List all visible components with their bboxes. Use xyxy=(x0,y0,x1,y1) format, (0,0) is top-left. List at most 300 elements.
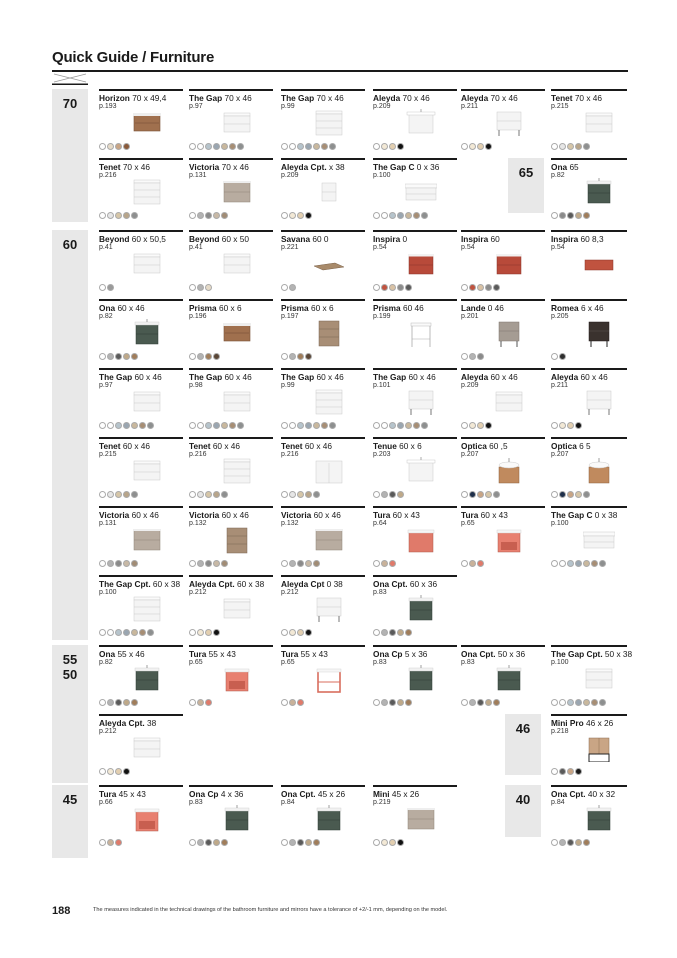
finish-swatch[interactable] xyxy=(389,699,396,706)
finish-swatch[interactable] xyxy=(575,699,582,706)
product-card[interactable] xyxy=(551,230,633,296)
finish-swatch[interactable] xyxy=(237,422,244,429)
finish-swatch[interactable] xyxy=(297,143,304,150)
product-card[interactable] xyxy=(551,368,633,434)
finish-swatch[interactable] xyxy=(485,699,492,706)
finish-swatch[interactable] xyxy=(289,839,296,846)
finish-swatch[interactable] xyxy=(189,422,196,429)
finish-swatch[interactable] xyxy=(107,629,114,636)
product-card[interactable] xyxy=(373,506,455,572)
finish-swatch[interactable] xyxy=(99,284,106,291)
finish-swatch[interactable] xyxy=(197,353,204,360)
finish-swatch[interactable] xyxy=(397,699,404,706)
product-card[interactable] xyxy=(99,645,181,711)
finish-swatch[interactable] xyxy=(131,560,138,567)
product-card[interactable] xyxy=(281,158,363,224)
finish-swatch[interactable] xyxy=(381,839,388,846)
finish-swatch[interactable] xyxy=(213,839,220,846)
finish-swatch[interactable] xyxy=(329,143,336,150)
finish-swatch[interactable] xyxy=(205,699,212,706)
finish-swatch[interactable] xyxy=(567,699,574,706)
finish-swatch[interactable] xyxy=(197,422,204,429)
product-page-ref[interactable]: p.218 xyxy=(551,728,569,735)
product-page-ref[interactable]: p.54 xyxy=(461,244,475,251)
product-page-ref[interactable]: p.82 xyxy=(99,313,113,320)
finish-swatch[interactable] xyxy=(139,629,146,636)
finish-swatch[interactable] xyxy=(583,839,590,846)
finish-swatch[interactable] xyxy=(305,353,312,360)
finish-swatch[interactable] xyxy=(297,212,304,219)
product-card[interactable] xyxy=(281,575,363,641)
product-card[interactable] xyxy=(373,368,455,434)
finish-swatch[interactable] xyxy=(389,491,396,498)
finish-swatch[interactable] xyxy=(281,629,288,636)
finish-swatch[interactable] xyxy=(305,212,312,219)
product-page-ref[interactable]: p.132 xyxy=(281,520,299,527)
finish-swatch[interactable] xyxy=(493,699,500,706)
finish-swatch[interactable] xyxy=(99,143,106,150)
product-card[interactable] xyxy=(99,158,181,224)
finish-swatch[interactable] xyxy=(147,629,154,636)
product-page-ref[interactable]: p.207 xyxy=(461,451,479,458)
finish-swatch[interactable] xyxy=(281,699,288,706)
finish-swatch[interactable] xyxy=(189,143,196,150)
finish-swatch[interactable] xyxy=(329,422,336,429)
finish-swatch[interactable] xyxy=(115,491,122,498)
product-page-ref[interactable]: p.65 xyxy=(461,520,475,527)
finish-swatch[interactable] xyxy=(405,212,412,219)
product-card[interactable] xyxy=(373,89,455,155)
product-page-ref[interactable]: p.98 xyxy=(189,382,203,389)
finish-swatch[interactable] xyxy=(281,560,288,567)
finish-swatch[interactable] xyxy=(107,699,114,706)
product-card[interactable] xyxy=(99,785,181,851)
finish-swatch[interactable] xyxy=(313,491,320,498)
finish-swatch[interactable] xyxy=(485,284,492,291)
product-page-ref[interactable]: p.97 xyxy=(99,382,113,389)
finish-swatch[interactable] xyxy=(469,560,476,567)
finish-swatch[interactable] xyxy=(389,143,396,150)
finish-swatch[interactable] xyxy=(281,422,288,429)
finish-swatch[interactable] xyxy=(115,212,122,219)
product-card[interactable] xyxy=(281,368,363,434)
finish-swatch[interactable] xyxy=(389,212,396,219)
finish-swatch[interactable] xyxy=(477,560,484,567)
finish-swatch[interactable] xyxy=(405,699,412,706)
product-page-ref[interactable]: p.83 xyxy=(373,589,387,596)
product-card[interactable] xyxy=(551,158,633,224)
finish-swatch[interactable] xyxy=(313,839,320,846)
product-card[interactable] xyxy=(461,437,543,503)
product-card[interactable] xyxy=(461,89,543,155)
product-page-ref[interactable]: p.212 xyxy=(281,589,299,596)
finish-swatch[interactable] xyxy=(99,768,106,775)
finish-swatch[interactable] xyxy=(405,629,412,636)
product-page-ref[interactable]: p.84 xyxy=(281,799,295,806)
finish-swatch[interactable] xyxy=(197,560,204,567)
product-page-ref[interactable]: p.199 xyxy=(373,313,391,320)
product-card[interactable] xyxy=(373,645,455,711)
product-card[interactable] xyxy=(551,437,633,503)
finish-swatch[interactable] xyxy=(405,284,412,291)
finish-swatch[interactable] xyxy=(289,284,296,291)
finish-swatch[interactable] xyxy=(123,143,130,150)
finish-swatch[interactable] xyxy=(551,768,558,775)
finish-swatch[interactable] xyxy=(221,212,228,219)
product-card[interactable] xyxy=(461,368,543,434)
finish-swatch[interactable] xyxy=(397,839,404,846)
product-card[interactable] xyxy=(551,506,633,572)
product-card[interactable] xyxy=(189,368,271,434)
finish-swatch[interactable] xyxy=(575,560,582,567)
product-page-ref[interactable]: p.100 xyxy=(551,659,569,666)
finish-swatch[interactable] xyxy=(493,284,500,291)
product-page-ref[interactable]: p.209 xyxy=(461,382,479,389)
product-page-ref[interactable]: p.209 xyxy=(281,172,299,179)
product-page-ref[interactable]: p.99 xyxy=(281,103,295,110)
finish-swatch[interactable] xyxy=(477,491,484,498)
finish-swatch[interactable] xyxy=(115,699,122,706)
product-page-ref[interactable]: p.97 xyxy=(189,103,203,110)
finish-swatch[interactable] xyxy=(131,491,138,498)
product-card[interactable] xyxy=(551,89,633,155)
finish-swatch[interactable] xyxy=(205,491,212,498)
finish-swatch[interactable] xyxy=(281,353,288,360)
product-page-ref[interactable]: p.64 xyxy=(373,520,387,527)
finish-swatch[interactable] xyxy=(213,212,220,219)
finish-swatch[interactable] xyxy=(115,353,122,360)
finish-swatch[interactable] xyxy=(289,560,296,567)
finish-swatch[interactable] xyxy=(469,353,476,360)
finish-swatch[interactable] xyxy=(123,212,130,219)
finish-swatch[interactable] xyxy=(99,629,106,636)
finish-swatch[interactable] xyxy=(229,143,236,150)
finish-swatch[interactable] xyxy=(139,422,146,429)
finish-swatch[interactable] xyxy=(213,491,220,498)
finish-swatch[interactable] xyxy=(305,839,312,846)
finish-swatch[interactable] xyxy=(197,699,204,706)
finish-swatch[interactable] xyxy=(381,560,388,567)
finish-swatch[interactable] xyxy=(305,491,312,498)
finish-swatch[interactable] xyxy=(397,629,404,636)
finish-swatch[interactable] xyxy=(559,699,566,706)
finish-swatch[interactable] xyxy=(575,491,582,498)
product-page-ref[interactable]: p.100 xyxy=(373,172,391,179)
product-card[interactable] xyxy=(99,714,181,780)
finish-swatch[interactable] xyxy=(115,629,122,636)
finish-swatch[interactable] xyxy=(197,284,204,291)
product-card[interactable] xyxy=(461,299,543,365)
finish-swatch[interactable] xyxy=(107,839,114,846)
finish-swatch[interactable] xyxy=(107,768,114,775)
finish-swatch[interactable] xyxy=(197,629,204,636)
finish-swatch[interactable] xyxy=(197,839,204,846)
product-card[interactable] xyxy=(551,785,633,851)
product-page-ref[interactable]: p.197 xyxy=(281,313,299,320)
finish-swatch[interactable] xyxy=(381,212,388,219)
product-card[interactable] xyxy=(551,299,633,365)
finish-swatch[interactable] xyxy=(469,699,476,706)
finish-swatch[interactable] xyxy=(583,212,590,219)
finish-swatch[interactable] xyxy=(297,422,304,429)
product-card[interactable] xyxy=(189,437,271,503)
finish-swatch[interactable] xyxy=(567,768,574,775)
finish-swatch[interactable] xyxy=(477,699,484,706)
finish-swatch[interactable] xyxy=(205,560,212,567)
finish-swatch[interactable] xyxy=(373,212,380,219)
finish-swatch[interactable] xyxy=(305,143,312,150)
product-page-ref[interactable]: p.207 xyxy=(551,451,569,458)
finish-swatch[interactable] xyxy=(189,353,196,360)
finish-swatch[interactable] xyxy=(123,768,130,775)
finish-swatch[interactable] xyxy=(189,629,196,636)
finish-swatch[interactable] xyxy=(205,353,212,360)
finish-swatch[interactable] xyxy=(485,143,492,150)
finish-swatch[interactable] xyxy=(99,422,106,429)
finish-swatch[interactable] xyxy=(297,560,304,567)
product-page-ref[interactable]: p.216 xyxy=(189,451,207,458)
finish-swatch[interactable] xyxy=(281,143,288,150)
finish-swatch[interactable] xyxy=(477,143,484,150)
finish-swatch[interactable] xyxy=(421,422,428,429)
finish-swatch[interactable] xyxy=(213,560,220,567)
finish-swatch[interactable] xyxy=(413,212,420,219)
finish-swatch[interactable] xyxy=(305,560,312,567)
finish-swatch[interactable] xyxy=(583,143,590,150)
product-page-ref[interactable]: p.221 xyxy=(281,244,299,251)
finish-swatch[interactable] xyxy=(477,422,484,429)
finish-swatch[interactable] xyxy=(237,143,244,150)
product-page-ref[interactable]: p.99 xyxy=(281,382,295,389)
finish-swatch[interactable] xyxy=(381,284,388,291)
finish-swatch[interactable] xyxy=(221,839,228,846)
product-card[interactable] xyxy=(281,437,363,503)
product-page-ref[interactable]: p.84 xyxy=(551,799,565,806)
product-page-ref[interactable]: p.83 xyxy=(373,659,387,666)
product-page-ref[interactable]: p.196 xyxy=(189,313,207,320)
finish-swatch[interactable] xyxy=(131,699,138,706)
product-card[interactable] xyxy=(189,158,271,224)
finish-swatch[interactable] xyxy=(297,839,304,846)
finish-swatch[interactable] xyxy=(281,839,288,846)
product-page-ref[interactable]: p.212 xyxy=(99,728,117,735)
product-card[interactable] xyxy=(99,299,181,365)
finish-swatch[interactable] xyxy=(197,491,204,498)
finish-swatch[interactable] xyxy=(567,491,574,498)
finish-swatch[interactable] xyxy=(205,284,212,291)
finish-swatch[interactable] xyxy=(281,212,288,219)
product-card[interactable] xyxy=(373,575,455,641)
finish-swatch[interactable] xyxy=(575,143,582,150)
finish-swatch[interactable] xyxy=(421,212,428,219)
finish-swatch[interactable] xyxy=(551,422,558,429)
finish-swatch[interactable] xyxy=(131,353,138,360)
finish-swatch[interactable] xyxy=(381,699,388,706)
finish-swatch[interactable] xyxy=(559,839,566,846)
product-card[interactable] xyxy=(99,437,181,503)
finish-swatch[interactable] xyxy=(567,422,574,429)
finish-swatch[interactable] xyxy=(551,699,558,706)
product-card[interactable] xyxy=(461,506,543,572)
finish-swatch[interactable] xyxy=(221,491,228,498)
product-card[interactable] xyxy=(99,89,181,155)
finish-swatch[interactable] xyxy=(281,491,288,498)
finish-swatch[interactable] xyxy=(373,699,380,706)
finish-swatch[interactable] xyxy=(221,560,228,567)
product-page-ref[interactable]: p.82 xyxy=(99,659,113,666)
finish-swatch[interactable] xyxy=(461,143,468,150)
product-page-ref[interactable]: p.65 xyxy=(281,659,295,666)
finish-swatch[interactable] xyxy=(551,143,558,150)
finish-swatch[interactable] xyxy=(551,353,558,360)
finish-swatch[interactable] xyxy=(289,699,296,706)
finish-swatch[interactable] xyxy=(205,143,212,150)
finish-swatch[interactable] xyxy=(461,353,468,360)
finish-swatch[interactable] xyxy=(551,491,558,498)
product-card[interactable] xyxy=(373,299,455,365)
finish-swatch[interactable] xyxy=(461,284,468,291)
finish-swatch[interactable] xyxy=(289,491,296,498)
product-card[interactable] xyxy=(551,714,633,780)
finish-swatch[interactable] xyxy=(197,143,204,150)
finish-swatch[interactable] xyxy=(469,422,476,429)
product-page-ref[interactable]: p.211 xyxy=(461,103,478,110)
finish-swatch[interactable] xyxy=(189,699,196,706)
finish-swatch[interactable] xyxy=(229,422,236,429)
finish-swatch[interactable] xyxy=(147,422,154,429)
finish-swatch[interactable] xyxy=(373,629,380,636)
finish-swatch[interactable] xyxy=(373,491,380,498)
finish-swatch[interactable] xyxy=(321,422,328,429)
finish-swatch[interactable] xyxy=(469,143,476,150)
finish-swatch[interactable] xyxy=(373,839,380,846)
finish-swatch[interactable] xyxy=(297,629,304,636)
finish-swatch[interactable] xyxy=(389,422,396,429)
product-page-ref[interactable]: p.219 xyxy=(373,799,391,806)
finish-swatch[interactable] xyxy=(373,284,380,291)
finish-swatch[interactable] xyxy=(461,699,468,706)
product-card[interactable] xyxy=(99,506,181,572)
finish-swatch[interactable] xyxy=(197,212,204,219)
finish-swatch[interactable] xyxy=(397,491,404,498)
product-card[interactable] xyxy=(189,645,271,711)
product-page-ref[interactable]: p.65 xyxy=(189,659,203,666)
finish-swatch[interactable] xyxy=(107,212,114,219)
finish-swatch[interactable] xyxy=(99,212,106,219)
finish-swatch[interactable] xyxy=(99,491,106,498)
finish-swatch[interactable] xyxy=(131,212,138,219)
product-page-ref[interactable]: p.201 xyxy=(461,313,479,320)
product-page-ref[interactable]: p.54 xyxy=(551,244,565,251)
finish-swatch[interactable] xyxy=(123,491,130,498)
finish-swatch[interactable] xyxy=(567,143,574,150)
finish-swatch[interactable] xyxy=(297,491,304,498)
product-card[interactable] xyxy=(99,230,181,296)
product-page-ref[interactable]: p.66 xyxy=(99,799,113,806)
product-page-ref[interactable]: p.216 xyxy=(99,172,117,179)
finish-swatch[interactable] xyxy=(115,768,122,775)
finish-swatch[interactable] xyxy=(373,422,380,429)
finish-swatch[interactable] xyxy=(297,699,304,706)
finish-swatch[interactable] xyxy=(213,629,220,636)
finish-swatch[interactable] xyxy=(205,839,212,846)
product-page-ref[interactable]: p.82 xyxy=(551,172,565,179)
finish-swatch[interactable] xyxy=(115,422,122,429)
finish-swatch[interactable] xyxy=(551,839,558,846)
finish-swatch[interactable] xyxy=(189,491,196,498)
finish-swatch[interactable] xyxy=(123,699,130,706)
product-page-ref[interactable]: p.54 xyxy=(373,244,387,251)
finish-swatch[interactable] xyxy=(575,422,582,429)
finish-swatch[interactable] xyxy=(389,629,396,636)
finish-swatch[interactable] xyxy=(485,491,492,498)
finish-swatch[interactable] xyxy=(389,284,396,291)
product-card[interactable] xyxy=(373,230,455,296)
finish-swatch[interactable] xyxy=(397,143,404,150)
finish-swatch[interactable] xyxy=(189,212,196,219)
finish-swatch[interactable] xyxy=(469,491,476,498)
product-page-ref[interactable]: p.131 xyxy=(189,172,207,179)
product-card[interactable] xyxy=(281,506,363,572)
finish-swatch[interactable] xyxy=(107,353,114,360)
finish-swatch[interactable] xyxy=(559,212,566,219)
product-page-ref[interactable]: p.215 xyxy=(551,103,569,110)
finish-swatch[interactable] xyxy=(123,629,130,636)
product-card[interactable] xyxy=(189,89,271,155)
finish-swatch[interactable] xyxy=(289,353,296,360)
finish-swatch[interactable] xyxy=(413,422,420,429)
product-page-ref[interactable]: p.41 xyxy=(99,244,113,251)
finish-swatch[interactable] xyxy=(313,422,320,429)
product-page-ref[interactable]: p.216 xyxy=(281,451,299,458)
finish-swatch[interactable] xyxy=(205,629,212,636)
finish-swatch[interactable] xyxy=(583,491,590,498)
finish-swatch[interactable] xyxy=(289,629,296,636)
product-page-ref[interactable]: p.101 xyxy=(373,382,391,389)
product-page-ref[interactable]: p.132 xyxy=(189,520,207,527)
finish-swatch[interactable] xyxy=(221,422,228,429)
finish-swatch[interactable] xyxy=(567,560,574,567)
product-card[interactable] xyxy=(551,645,633,711)
finish-swatch[interactable] xyxy=(213,422,220,429)
finish-swatch[interactable] xyxy=(551,212,558,219)
finish-swatch[interactable] xyxy=(321,143,328,150)
product-page-ref[interactable]: p.100 xyxy=(551,520,569,527)
finish-swatch[interactable] xyxy=(575,839,582,846)
finish-swatch[interactable] xyxy=(123,560,130,567)
finish-swatch[interactable] xyxy=(559,560,566,567)
finish-swatch[interactable] xyxy=(313,143,320,150)
finish-swatch[interactable] xyxy=(575,768,582,775)
finish-swatch[interactable] xyxy=(559,491,566,498)
product-card[interactable] xyxy=(373,785,455,851)
finish-swatch[interactable] xyxy=(469,284,476,291)
finish-swatch[interactable] xyxy=(461,491,468,498)
finish-swatch[interactable] xyxy=(389,560,396,567)
product-card[interactable] xyxy=(189,506,271,572)
finish-swatch[interactable] xyxy=(381,422,388,429)
finish-swatch[interactable] xyxy=(591,560,598,567)
finish-swatch[interactable] xyxy=(477,284,484,291)
finish-swatch[interactable] xyxy=(189,560,196,567)
finish-swatch[interactable] xyxy=(461,422,468,429)
finish-swatch[interactable] xyxy=(123,353,130,360)
product-page-ref[interactable]: p.211 xyxy=(551,382,568,389)
finish-swatch[interactable] xyxy=(131,629,138,636)
finish-swatch[interactable] xyxy=(559,422,566,429)
product-card[interactable] xyxy=(281,645,363,711)
finish-swatch[interactable] xyxy=(397,422,404,429)
